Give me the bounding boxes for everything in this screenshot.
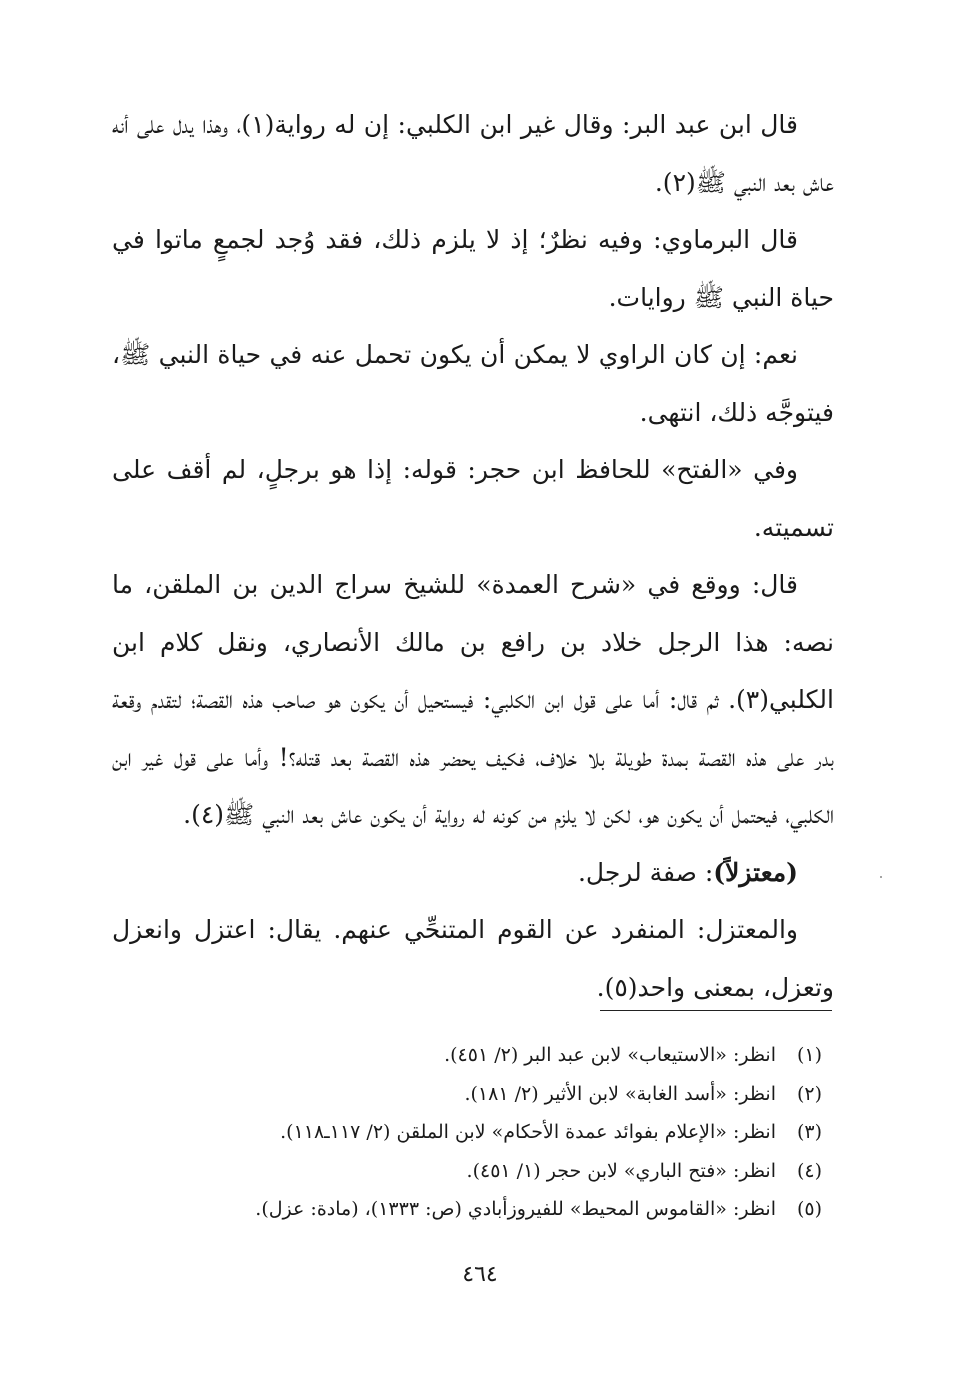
- paragraph-1: قال ابن عبد البر: وقال غير ابن الكلبي: إن له رواية(١)، وهذا يدل على أنه عاش بعد النبي ﷺ(٢).: [112, 110, 834, 197]
- paragraph-2: قال البرماوي: وفيه نظرٌ؛ إذ لا يلزم ذلك، فقد وُجد لجمعٍ ماتوا في حياة النبي ﷺ روايات.: [112, 225, 834, 312]
- footnote-text: انظر: «الإعلام بفوائد عمدة الأحكام» لابن الملقن (٢/ ١١٧ـ١١٨).: [280, 1121, 776, 1143]
- footnote-5: [112, 1190, 834, 1229]
- paragraph-6: والمعتزل: المنفرد عن القوم المتنحِّي عنهم. يقال: اعتزل وانعزل وتعزل، بمعنى واحد(٥).: [112, 915, 834, 1002]
- footnote-text: انظر: «فتح الباري» لابن حجر (١/ ٤٥١).: [466, 1159, 776, 1182]
- term-definition: : صفة لرجل.: [577, 857, 714, 887]
- main-text: [112, 96, 834, 1016]
- footnote-number: (٥): [796, 1198, 822, 1220]
- paragraph-4: وفي «الفتح» للحافظ ابن حجر: قوله: إذا هو برجلٍ، لم أقف على تسميته.: [112, 455, 834, 542]
- page-number: ٤٦٤: [462, 1262, 498, 1287]
- term-heading: [112, 844, 834, 902]
- scan-speck: [880, 876, 882, 878]
- footnote-number: (٢): [796, 1082, 822, 1105]
- term-word: (معتزلاً): [713, 857, 798, 887]
- footnote-3: [112, 1113, 834, 1152]
- paragraph-5: قال: ووقع في «شرح العمدة» للشيخ سراج الدين بن الملقن، ما نصه: هذا الرجل خلاد بن رافع بن مالك الأنصاري، ونقل كلام ابن الكلبي(٣). ثم قال: أما على قول ابن الكلبي: فيستحيل أن يكون هو صاحب هذه القصة؛ لتقدم وقعة بدر على هذه القصة بمدة طويلة بلا خلاف، فكيف يحضر هذه القصة بعد قتله؟! وأما على قول غير ابن الكلبي، فيحتمل أن يكون هو، لكن لا يلزم من كونه له رواية أن يكون عاش بعد النبي ﷺ(٤).: [112, 570, 834, 829]
- footnote-text: انظر: «أسد الغابة» لابن الأثير (٢/ ١٨١).: [464, 1082, 776, 1105]
- footnote-number: (٤): [796, 1159, 822, 1182]
- footnote-1: [112, 1036, 834, 1075]
- footnote-2: [112, 1075, 834, 1114]
- footnote-text: انظر: «الاستيعاب» لابن عبد البر (٢/ ٤٥١).: [444, 1044, 776, 1066]
- footnotes: [112, 1036, 834, 1229]
- footnote-number: (٣): [796, 1121, 822, 1143]
- footnote-4: [112, 1152, 834, 1191]
- footnote-number: (١): [796, 1044, 822, 1066]
- paragraph-3: نعم: إن كان الراوي لا يمكن أن يكون تحمل عنه في حياة النبي ﷺ، فيتوجَّه ذلك، انتهى.: [112, 340, 834, 427]
- footnote-text: انظر: «القاموس المحيط» للفيروزأبادي (ص: ١٣٣٣)، (مادة: عزل).: [255, 1198, 776, 1220]
- footnote-separator: [600, 1010, 832, 1011]
